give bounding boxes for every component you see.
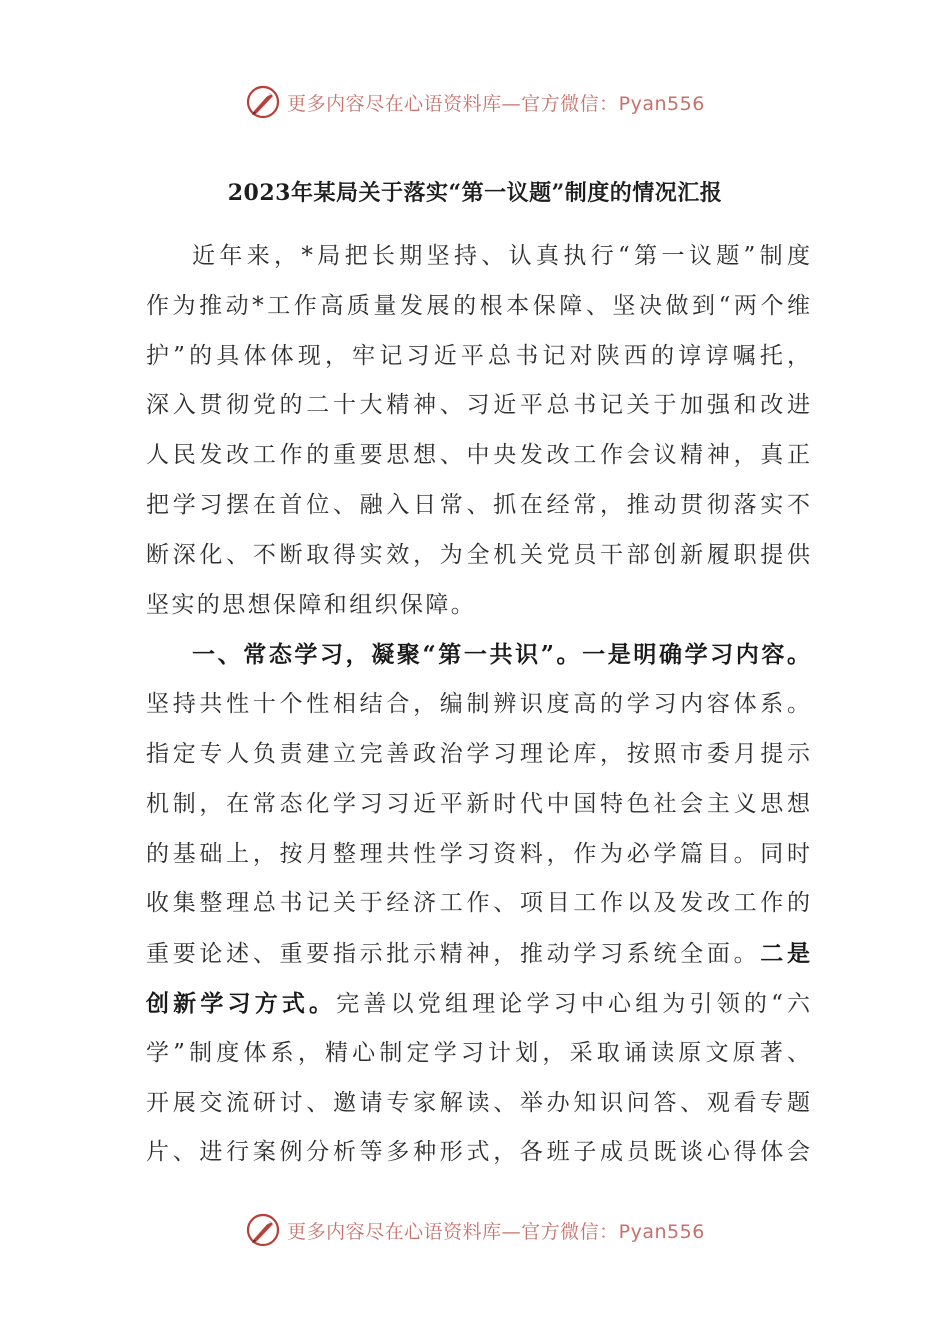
text-segment: 机制，在常态化学习习近平新时代中国特色社会主义思想 (146, 790, 810, 817)
text-line (146, 730, 810, 780)
text-segment: 近年来，*局把长期坚持、认真执行“第一议题”制度 (192, 243, 810, 269)
pen-logo-icon (245, 84, 281, 120)
wechat-id: Pyan556 (618, 1220, 705, 1243)
document-body (146, 232, 810, 1178)
pen-logo-icon (245, 1212, 281, 1248)
text-line (146, 929, 810, 979)
text-line (146, 1079, 810, 1129)
text-line (146, 630, 810, 680)
text-line (146, 780, 810, 830)
banner-text: 更多内容尽在心语资料库—官方微信：Pyan556 (287, 92, 705, 115)
text-segment: 人民发改工作的重要思想、中央发改工作会议精神，真正 (146, 442, 810, 469)
text-segment: 深入贯彻党的二十大精神、习近平总书记关于加强和改进 (146, 392, 810, 419)
bold-text: 创新学习方式。 (146, 989, 337, 1017)
text-line (146, 531, 810, 581)
footer-banner (0, 1208, 950, 1252)
text-line (146, 431, 810, 481)
text-line (146, 381, 810, 431)
text-segment: 的基础上，按月整理共性学习资料，作为必学篇目。同时 (146, 840, 810, 867)
header-banner (0, 80, 950, 124)
text-segment: 指定专人负责建立完善政治学习理论库，按照市委月提示 (146, 740, 810, 767)
text-segment: 重要论述、重要指示批示精神，推动学习系统全面。 (146, 941, 761, 968)
text-line (146, 1128, 810, 1178)
text-line (146, 282, 810, 332)
text-segment: 断深化、不断取得实效，为全机关党员干部创新履职提供 (146, 541, 810, 568)
bold-text: 一、常态学习，凝聚“第一共识”。一是明确学习内容。 (192, 641, 810, 669)
text-line (146, 481, 810, 531)
text-line (146, 1029, 810, 1079)
text-line (146, 879, 810, 929)
text-segment: 把学习摆在首位、融入日常、抓在经常，推动贯彻落实不 (146, 491, 810, 518)
text-line (146, 979, 810, 1029)
text-line (146, 332, 810, 382)
text-segment: 开展交流研讨、邀请专家解读、举办知识问答、观看专题 (146, 1089, 810, 1116)
text-segment: 片、进行案例分析等多种形式，各班子成员既谈心得体会 (146, 1139, 810, 1166)
text-segment: 学”制度体系，精心制定学习计划，采取诵读原文原著、 (146, 1039, 810, 1066)
text-segment: 作为推动*工作高质量发展的根本保障、坚决做到“两个维 (146, 292, 810, 319)
bold-text: 二是 (760, 940, 810, 968)
wechat-id: Pyan556 (618, 92, 705, 115)
text-line (146, 830, 810, 880)
text-line (146, 680, 810, 730)
text-segment: 完善以党组理论学习中心组为引领的“六 (336, 990, 810, 1017)
document-title: 2023年某局关于落实“第一议题”制度的情况汇报 (227, 180, 723, 206)
text-segment: 坚持共性十个性相结合，编制辨识度高的学习内容体系。 (146, 691, 810, 718)
banner-text: 更多内容尽在心语资料库—官方微信：Pyan556 (287, 1220, 705, 1243)
text-line (146, 232, 810, 282)
text-segment: 收集整理总书记关于经济工作、项目工作以及发改工作的 (146, 890, 810, 917)
text-segment: 坚实的思想保障和组织保障。 (146, 591, 477, 618)
text-line (146, 581, 810, 631)
text-segment: 护”的具体体现，牢记习近平总书记对陕西的谆谆嘱托， (146, 342, 810, 369)
